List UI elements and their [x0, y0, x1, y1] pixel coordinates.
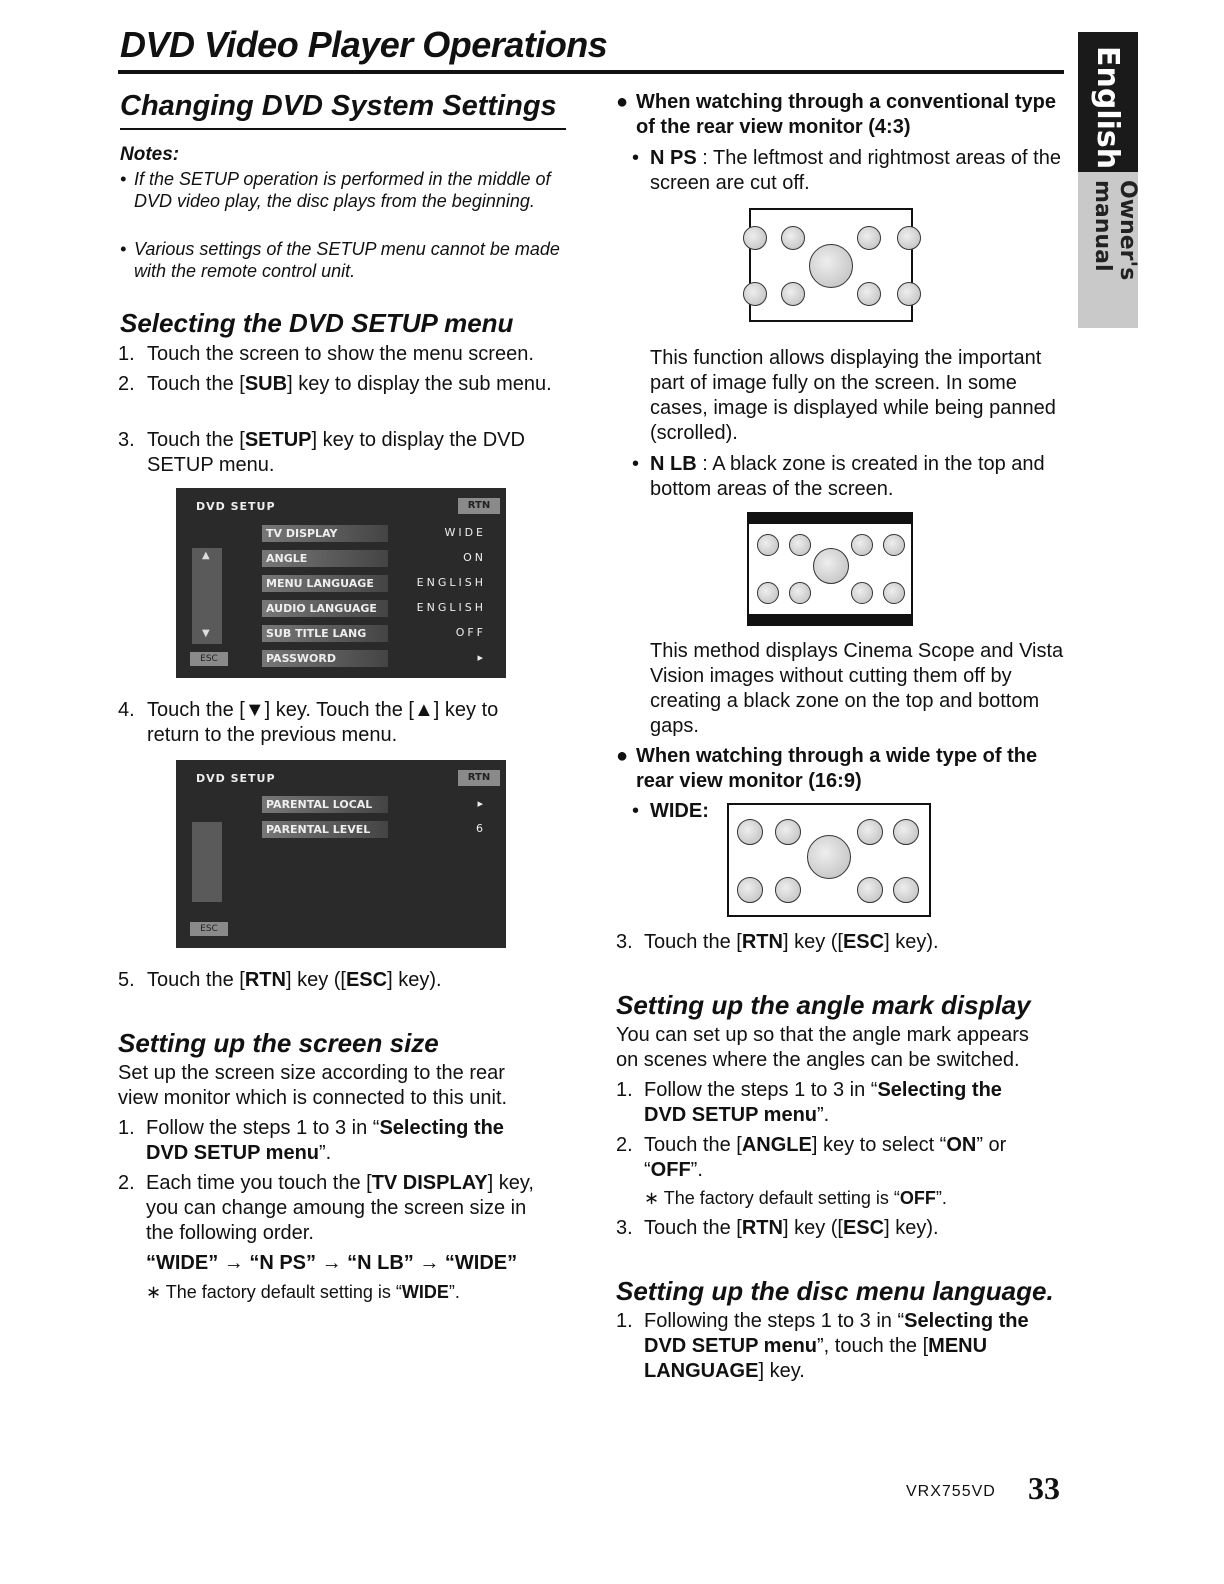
wide-heading: ● When watching through a wide type of the rear view monitor (16:9) — [616, 745, 1038, 792]
language-tab — [1078, 32, 1138, 172]
screen-default: ∗ The factory default setting is “WIDE”. — [146, 1282, 460, 1302]
menu-item-tv-display[interactable]: TV DISPLAY — [262, 525, 388, 542]
diagram-circle — [807, 835, 851, 879]
nlb-diagram — [747, 512, 913, 626]
diagram-circle — [857, 226, 881, 250]
dvd-setup-menu-screenshot — [176, 488, 506, 678]
section-rule — [120, 128, 566, 130]
step-3: 3. Touch the [SETUP] key to display the DVD SETUP menu. — [118, 429, 525, 476]
menu-item-password[interactable]: PASSWORD — [262, 650, 388, 667]
note-1: • If the SETUP operation is performed in the middle of DVD video play, the disc plays from the beginning. — [120, 169, 551, 211]
selecting-title: Selecting the DVD SETUP menu — [120, 308, 514, 338]
scroll-bar-2[interactable] — [192, 822, 222, 902]
diagram-circle — [789, 582, 811, 604]
diagram-circle — [857, 282, 881, 306]
menu-item-parental-level[interactable]: PARENTAL LEVEL — [262, 821, 388, 838]
angle-title: Setting up the angle mark display — [616, 990, 1031, 1020]
diagram-circle — [893, 819, 919, 845]
diagram-circle — [775, 819, 801, 845]
nps-diagram — [749, 208, 913, 322]
page-number: 33 — [1028, 1470, 1060, 1506]
wide-bullet: • WIDE: — [632, 800, 709, 822]
step-2: 2. Touch the [SUB] key to display the sub menu. — [118, 373, 552, 395]
parental-menu-screenshot — [176, 760, 506, 948]
diagram-circle — [883, 534, 905, 556]
diagram-circle — [813, 548, 849, 584]
screen-size-intro: Set up the screen size according to the rear view monitor which is connected to this unit. — [118, 1062, 508, 1109]
menu-item-angle[interactable]: ANGLE — [262, 550, 388, 567]
menu-item-menu-language[interactable]: MENU LANGUAGE — [262, 575, 388, 592]
note-2: • Various settings of the SETUP menu cannot be made with the remote control unit. — [120, 239, 560, 281]
nps-bullet: • N PS : The leftmost and rightmost areas of the screen are cut off. — [632, 147, 1061, 194]
diagram-circle — [851, 582, 873, 604]
diagram-circle — [897, 282, 921, 306]
diagram-circle — [743, 282, 767, 306]
notes-label: Notes: — [120, 144, 180, 165]
diagram-circle — [857, 877, 883, 903]
rtn-button[interactable]: RTN — [458, 498, 500, 514]
angle-default: ∗ The factory default setting is “OFF”. — [644, 1188, 947, 1208]
nlb-description: This method displays Cinema Scope and Vista Vision images without cutting them off by creating a black zone on the top and bottom gaps. — [650, 640, 1064, 737]
language-step-1: 1. Following the steps 1 to 3 in “Selecting the DVD SETUP menu”, touch the [MENU LANGUAGE] key. — [616, 1310, 1029, 1382]
manual-label: Owner's manual — [1090, 180, 1140, 281]
menu-title: DVD SETUP — [196, 500, 276, 513]
nlb-bullet: • N LB : A black zone is created in the top and bottom areas of the screen. — [632, 453, 1045, 500]
step-4: 4. Touch the [▼] key. Touch the [▲] key to return to the previous menu. — [118, 699, 499, 746]
menu-value-password: ▸ — [477, 651, 486, 664]
title-rule — [118, 70, 1064, 74]
menu-value-sub-title-lang: OFF — [455, 626, 486, 639]
page-title: DVD Video Player Operations — [120, 24, 608, 65]
diagram-circle — [737, 819, 763, 845]
step-5: 5. Touch the [RTN] key ([ESC] key). — [118, 969, 442, 991]
angle-step-3: 3. Touch the [RTN] key ([ESC] key). — [616, 1217, 939, 1239]
esc-button[interactable]: ESC — [190, 652, 228, 666]
menu-value-tv-display: WIDE — [444, 526, 486, 539]
menu-value-parental-level: 6 — [476, 822, 486, 835]
diagram-circle — [883, 582, 905, 604]
menu-item-sub-title-lang[interactable]: SUB TITLE LANG — [262, 625, 388, 642]
angle-step-2: 2. Touch the [ANGLE] key to select “ON” or “OFF”. — [616, 1134, 1007, 1181]
diagram-circle — [757, 582, 779, 604]
diagram-circle — [893, 877, 919, 903]
conventional-heading: ● When watching through a conventional type of the rear view monitor (4:3) — [616, 91, 1057, 138]
menu-value-audio-language: ENGLISH — [416, 601, 486, 614]
screen-order: “WIDE” → “N PS” → “N LB” → “WIDE” — [146, 1252, 518, 1274]
diagram-circle — [737, 877, 763, 903]
screen-step-1: 1. Follow the steps 1 to 3 in “Selecting the DVD SETUP menu”. — [118, 1117, 504, 1164]
scroll-down-icon[interactable]: ▼ — [202, 628, 210, 639]
nps-description: This function allows displaying the important part of image fully on the screen. In some cases, image is displayed while being panned (scrolled). — [650, 347, 1056, 444]
diagram-circle — [857, 819, 883, 845]
language-label: English — [1090, 46, 1125, 170]
rtn-button-2[interactable]: RTN — [458, 770, 500, 786]
menu-item-parental-local[interactable]: PARENTAL LOCAL — [262, 796, 388, 813]
menu-value-angle: ON — [463, 551, 486, 564]
diagram-circle — [781, 282, 805, 306]
esc-button-2[interactable]: ESC — [190, 922, 228, 936]
diagram-circle — [851, 534, 873, 556]
diagram-circle — [897, 226, 921, 250]
right-step-3: 3. Touch the [RTN] key ([ESC] key). — [616, 931, 939, 953]
wide-diagram — [727, 803, 931, 917]
diagram-circle — [743, 226, 767, 250]
angle-intro: You can set up so that the angle mark appears on scenes where the angles can be switched. — [616, 1024, 1029, 1071]
section-title: Changing DVD System Settings — [120, 90, 557, 122]
screen-size-title: Setting up the screen size — [118, 1028, 439, 1058]
language-title: Setting up the disc menu language. — [616, 1276, 1054, 1306]
menu-value-parental-local: ▸ — [477, 797, 486, 810]
diagram-circle — [789, 534, 811, 556]
diagram-circle — [781, 226, 805, 250]
menu-value-menu-language: ENGLISH — [416, 576, 486, 589]
manual-tab — [1078, 172, 1138, 328]
diagram-circle — [809, 244, 853, 288]
angle-step-1: 1. Follow the steps 1 to 3 in “Selecting the DVD SETUP menu”. — [616, 1079, 1002, 1126]
menu-item-audio-language[interactable]: AUDIO LANGUAGE — [262, 600, 388, 617]
screen-step-2: 2. Each time you touch the [TV DISPLAY] key, you can change amoung the screen size in the following order. — [118, 1172, 534, 1244]
diagram-circle — [775, 877, 801, 903]
model-number: VRX755VD — [906, 1483, 996, 1500]
step-1: 1. Touch the screen to show the menu screen. — [118, 343, 534, 365]
diagram-circle — [757, 534, 779, 556]
menu2-title: DVD SETUP — [196, 772, 276, 785]
scroll-up-icon[interactable]: ▲ — [202, 550, 210, 561]
